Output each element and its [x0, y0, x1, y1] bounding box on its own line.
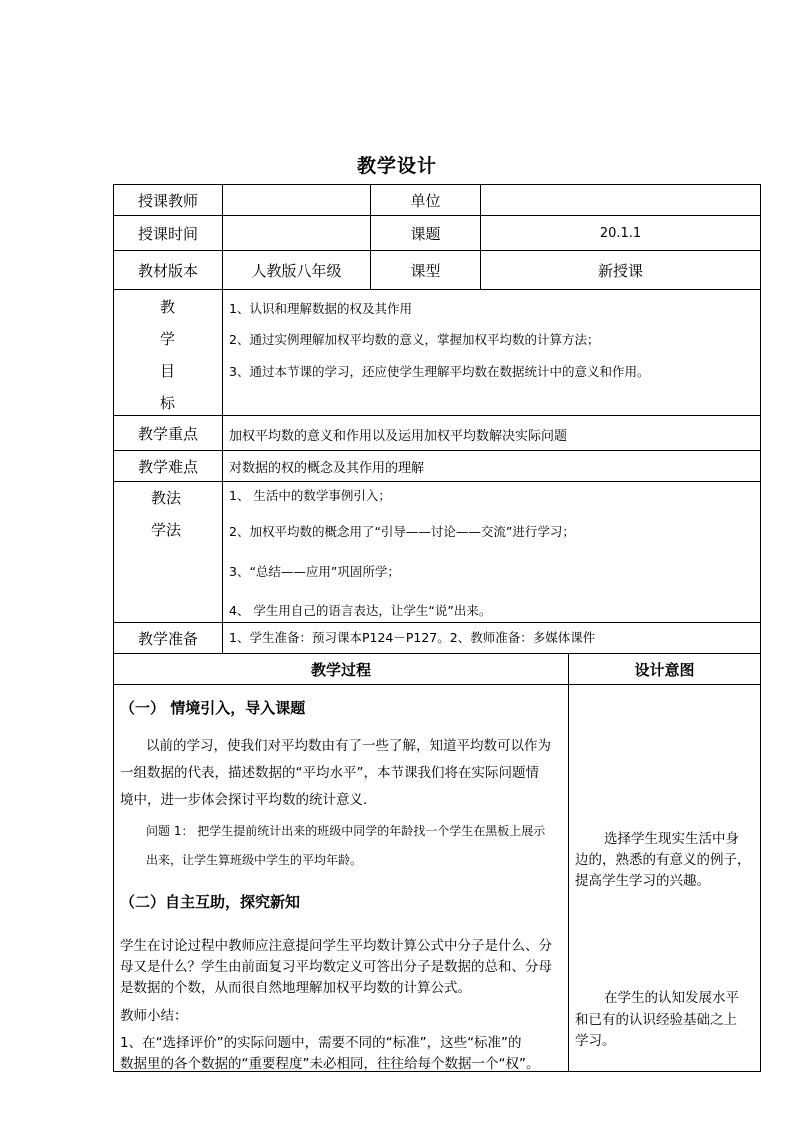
unit-label: 单位 — [410, 191, 441, 210]
difficulty-label: 教学难点 — [137, 457, 198, 476]
preparation-label: 教学准备 — [137, 629, 198, 648]
type-label: 课型 — [410, 261, 441, 280]
difficulty-value: 对数据的权的概念及其作用的理解 — [229, 461, 425, 476]
edition-value: 人教版八年级 — [251, 261, 342, 280]
goal-item-1: 1、认识和理解数据的权及其作用 — [229, 301, 412, 316]
goals-label-char-3: 目 — [160, 362, 176, 380]
purpose2-line1: 在学生的认知发展水平 — [604, 990, 739, 1006]
teacher-value — [223, 185, 370, 215]
goals-label-char-2: 学 — [160, 330, 176, 348]
section2-para-line2: 母又是什么？学生由前面复习平均数定义可答出分子是数据的总和、分母 — [120, 959, 552, 975]
teacher-summary-line2: 数据里的各个数据的“重要程度”未必相同，往往给每个数据一个“权”。 — [120, 1056, 540, 1072]
purpose1-line2: 边的，熟悉的有意义的例子， — [575, 852, 751, 868]
question1-line1: 问题 1： 把学生提前统计出来的班级中同学的年龄找一个学生在黑板上展示 — [146, 824, 546, 838]
goal-item-2: 2、通过实例理解加权平均数的意义，掌握加权平均数的计算方法； — [229, 332, 600, 347]
purpose1-line1: 选择学生现实生活中身 — [604, 831, 739, 847]
goals-label-char-4: 标 — [160, 394, 176, 412]
section2-para-line1: 学生在讨论过程中教师应注意提问学生平均数计算公式中分子是什么、分 — [120, 938, 552, 954]
page-title: 教学设计 — [356, 155, 437, 177]
type-value: 新授课 — [597, 261, 643, 280]
purpose-header: 设计意图 — [634, 660, 695, 679]
time-value — [223, 216, 370, 250]
preparation-value: 1、学生准备：预习课本P124－P127。2、教师准备：多媒体课件 — [229, 630, 596, 645]
method-item-3: 3、“总结——应用”巩固所学； — [229, 564, 400, 579]
purpose2-line2: 和已有的认识经验基础之上 — [575, 1012, 737, 1028]
section1-para-line1: 以前的学习，使我们对平均数由有了一些了解，知道平均数可以作为 — [146, 738, 551, 754]
topic-label: 课题 — [410, 224, 441, 243]
method-item-1: 1、 生活中的数学事例引入； — [229, 488, 391, 503]
purpose2-line3: 学习。 — [575, 1033, 616, 1049]
teacher-summary-line1: 1、在“选择评价”的实际问题中，需要不同的“标准”，这些“标准”的 — [120, 1035, 522, 1051]
unit-value — [481, 185, 760, 215]
methods-label-teaching: 教法 — [151, 489, 182, 507]
topic-value: 20.1.1 — [599, 225, 642, 241]
section1-para-line2: 一组数据的代表，描述数据的“平均水平”，本节课我们将在实际问题情 — [120, 765, 539, 781]
goal-item-3: 3、通过本节课的学习，还应使学生理解平均数在数据统计中的意义和作用。 — [229, 364, 650, 379]
methods-label-learning: 学法 — [151, 521, 182, 539]
edition-label: 教材版本 — [137, 261, 198, 280]
time-label: 授课时间 — [137, 224, 198, 243]
section2-title: （二）自主互助，探究新知 — [120, 893, 301, 911]
method-item-4: 4、 学生用自己的语言表达，让学生“说”出来。 — [229, 603, 492, 618]
method-item-2: 2、加权平均数的概念用了“引导——讨论——交流”进行学习； — [229, 524, 575, 539]
purpose1-line3: 提高学生学习的兴趣。 — [575, 873, 710, 889]
section2-para-line3: 是数据的个数，从而很自然地理解加权平均数的计算公式。 — [120, 980, 471, 996]
process-header: 教学过程 — [310, 660, 371, 679]
key-point-value: 加权平均数的意义和作用以及运用加权平均数解决实际问题 — [229, 429, 568, 444]
teacher-summary-label: 教师小结： — [120, 1008, 188, 1024]
teacher-label: 授课教师 — [137, 191, 198, 210]
section1-title: （一） 情境引入，导入课题 — [120, 699, 306, 717]
key-point-label: 教学重点 — [137, 424, 198, 443]
question1-line2: 出来，让学生算班级中学生的平均年龄。 — [146, 853, 363, 867]
section1-para-line3: 境中，进一步体会探讨平均数的统计意义. — [120, 792, 368, 808]
goals-label-char-1: 教 — [160, 298, 176, 316]
